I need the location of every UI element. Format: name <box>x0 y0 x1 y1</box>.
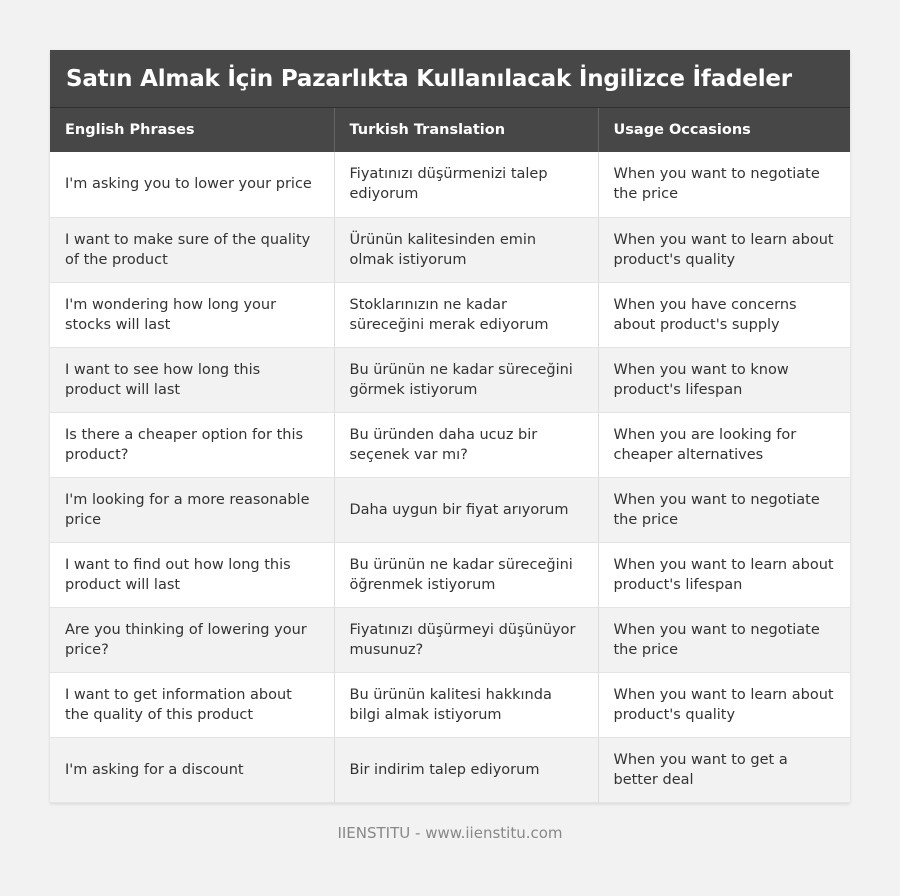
cell-turkish: Bu ürünün ne kadar süreceğini öğrenmek istiyorum <box>334 542 598 607</box>
cell-usage: When you are looking for cheaper alternatives <box>598 412 850 477</box>
table-row <box>50 672 850 737</box>
cell-english: Are you thinking of lowering your price? <box>50 607 334 672</box>
cell-turkish: Bu ürünün ne kadar süreceğini görmek istiyorum <box>334 347 598 412</box>
cell-english: I want to get information about the quality of this product <box>50 672 334 737</box>
table-header <box>50 108 850 152</box>
phrases-card <box>50 50 850 803</box>
table-row <box>50 347 850 412</box>
table-row <box>50 152 850 217</box>
cell-turkish: Fiyatınızı düşürmenizi talep ediyorum <box>334 152 598 217</box>
cell-usage: When you have concerns about product's supply <box>598 282 850 347</box>
cell-usage: When you want to learn about product's quality <box>598 217 850 282</box>
title-bar <box>50 50 850 108</box>
cell-turkish: Fiyatınızı düşürmeyi düşünüyor musunuz? <box>334 607 598 672</box>
table-row <box>50 412 850 477</box>
cell-english: I'm asking you to lower your price <box>50 152 334 217</box>
cell-english: I'm asking for a discount <box>50 737 334 802</box>
table-row <box>50 542 850 607</box>
table-row <box>50 477 850 542</box>
header-english-phrases: English Phrases <box>50 108 334 152</box>
table-row <box>50 282 850 347</box>
cell-english: Is there a cheaper option for this product? <box>50 412 334 477</box>
cell-turkish: Bir indirim talep ediyorum <box>334 737 598 802</box>
cell-english: I want to make sure of the quality of the product <box>50 217 334 282</box>
cell-english: I want to find out how long this product will last <box>50 542 334 607</box>
cell-usage: When you want to negotiate the price <box>598 477 850 542</box>
cell-turkish: Bu üründen daha ucuz bir seçenek var mı? <box>334 412 598 477</box>
header-turkish-translation: Turkish Translation <box>334 108 598 152</box>
cell-turkish: Stoklarınızın ne kadar süreceğini merak ediyorum <box>334 282 598 347</box>
phrases-table <box>50 108 850 803</box>
cell-usage: When you want to learn about product's lifespan <box>598 542 850 607</box>
cell-english: I'm looking for a more reasonable price <box>50 477 334 542</box>
cell-usage: When you want to negotiate the price <box>598 152 850 217</box>
cell-usage: When you want to learn about product's quality <box>598 672 850 737</box>
cell-usage: When you want to negotiate the price <box>598 607 850 672</box>
cell-turkish: Ürünün kalitesinden emin olmak istiyorum <box>334 217 598 282</box>
header-usage-occasions: Usage Occasions <box>598 108 850 152</box>
header-row <box>50 108 850 152</box>
table-body <box>50 152 850 802</box>
table-row <box>50 607 850 672</box>
cell-turkish: Daha uygun bir fiyat arıyorum <box>334 477 598 542</box>
cell-usage: When you want to know product's lifespan <box>598 347 850 412</box>
cell-english: I want to see how long this product will last <box>50 347 334 412</box>
table-row <box>50 217 850 282</box>
footer-credit: IIENSTITU - www.iienstitu.com <box>337 824 563 842</box>
page-title: Satın Almak İçin Pazarlıkta Kullanılacak İngilizce İfadeler <box>66 65 792 92</box>
cell-turkish: Bu ürünün kalitesi hakkında bilgi almak istiyorum <box>334 672 598 737</box>
cell-usage: When you want to get a better deal <box>598 737 850 802</box>
cell-english: I'm wondering how long your stocks will last <box>50 282 334 347</box>
table-row <box>50 737 850 802</box>
